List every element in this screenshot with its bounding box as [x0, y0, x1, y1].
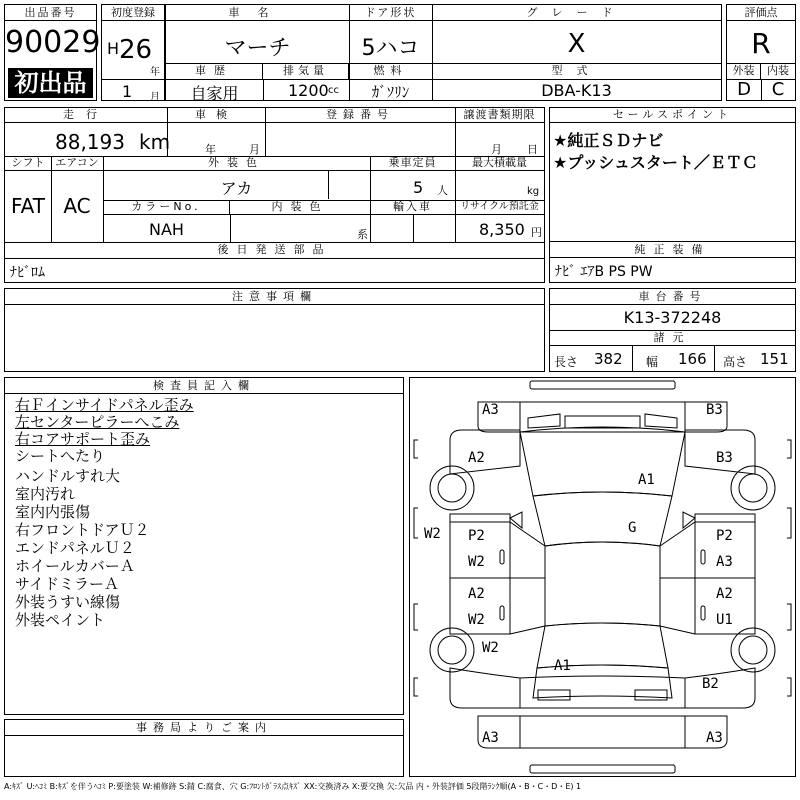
damage-right-front-door-2: A3: [716, 554, 733, 570]
history-value: 自家用: [190, 84, 239, 103]
chassis-box: [549, 288, 796, 372]
first-registration-box: [101, 4, 165, 101]
ac-label: エアコン: [51, 156, 103, 171]
grade-value: X: [567, 29, 586, 59]
mileage-value: 88,193: [55, 130, 125, 154]
damage-left-front-door-2: W2: [468, 554, 485, 570]
inspector-note: 右フロントドアＵ２: [15, 521, 150, 539]
inspector-note: 室内内張傷: [15, 503, 91, 521]
interior-grade: C: [771, 79, 785, 100]
damage-left-front-door: P2: [468, 528, 485, 544]
inspector-notes-label: 検査員記入欄: [5, 378, 403, 394]
exterior-color-label: 外装色: [103, 156, 370, 171]
inspection-label: 車検: [167, 108, 265, 123]
sales-point-1: ★純正ＳＤナビ: [553, 131, 664, 150]
height-label: 高さ: [723, 355, 748, 369]
damage-hood: A1: [638, 472, 655, 488]
registration-year: 26: [119, 35, 153, 65]
later-parts-box: [4, 258, 545, 283]
car-spec-box: [165, 4, 722, 101]
damage-right-rear-door: A2: [716, 586, 733, 602]
damage-rear-right-bumper: A3: [706, 730, 723, 746]
sales-points-label: セールスポイント: [550, 108, 795, 123]
damage-front-left-bumper: A3: [482, 402, 499, 418]
car-diagram: [410, 378, 795, 776]
caution-label: 注意事項欄: [5, 289, 544, 305]
damage-front-right-fender: B3: [716, 450, 733, 466]
length-label: 長さ: [554, 355, 579, 369]
mileage-unit: km: [139, 130, 171, 154]
vehicle-info-box: [4, 107, 545, 259]
score-box: [726, 4, 796, 101]
genuine-equipment-value: ﾅﾋﾞ ｴｱB PS PW: [555, 264, 653, 280]
inspector-note: シートへたり: [15, 447, 106, 465]
inspection-month-unit: 月: [249, 143, 260, 156]
inspector-notes-box: [4, 377, 404, 715]
damage-right-rear-door-2: U1: [716, 612, 733, 628]
displacement-label: 排気量: [263, 63, 349, 79]
mileage-label: 走行: [5, 108, 167, 123]
capacity-unit: 人: [437, 184, 448, 197]
inspector-note: ホイールカバーＡ: [15, 557, 135, 575]
era-letter: H: [107, 39, 120, 58]
damage-diagram-box: [409, 377, 796, 777]
month-unit: 月: [150, 92, 160, 103]
year-unit: 年: [150, 67, 160, 78]
damage-left-rear-door: A2: [468, 586, 485, 602]
import-label: 輸入車: [370, 200, 455, 215]
car-name: マーチ: [224, 36, 291, 61]
later-parts-label: 後日発送部品: [217, 243, 332, 256]
damage-windshield: G: [628, 520, 637, 536]
width-label: 幅: [646, 355, 659, 369]
genuine-equipment-label: 純正装備: [550, 242, 795, 258]
damage-front-right-bumper: B3: [706, 402, 723, 418]
lot-number: 90029: [5, 25, 101, 60]
inspector-note: 左センターピラーへこみ: [15, 413, 180, 431]
damage-rear-left-wheel: W2: [482, 640, 499, 656]
inspector-note: 右Ｆインサイドパネル歪み: [15, 396, 194, 414]
sales-point-2: ★プッシュスタート／ＥＴＣ: [553, 153, 758, 172]
document-month-unit: 月: [491, 143, 502, 156]
width-value: 166: [678, 350, 707, 368]
lot-number-label: 出品番号: [5, 5, 96, 21]
document-deadline-label: 譲渡書類期限: [455, 108, 544, 123]
interior-label: 内装: [767, 64, 789, 77]
lot-number-box: [4, 4, 101, 101]
max-load-unit: kg: [527, 186, 540, 197]
max-load-label: 最大積載量: [455, 156, 544, 171]
office-notice-label: 事務局よりご案内: [5, 720, 403, 736]
inspector-note: 外装ペイント: [15, 611, 106, 629]
damage-left-pillar: W2: [424, 526, 441, 542]
damage-roof: A1: [554, 658, 571, 674]
inspector-note: 室内汚れ: [15, 485, 76, 503]
office-notice-box: [4, 719, 404, 777]
inspection-year-unit: 年: [205, 143, 216, 156]
caution-box: [4, 288, 545, 372]
damage-right-front-door: P2: [716, 528, 733, 544]
recycle-label: リサイクル預託金: [455, 200, 544, 215]
interior-color-unit: 系: [357, 228, 368, 241]
recycle-value: 8,350: [479, 220, 525, 239]
inspector-note: 右コアサポート歪み: [15, 430, 151, 448]
inspector-note: エンドパネルＵ２: [15, 539, 135, 557]
door-type: 5ハコ: [361, 36, 420, 61]
recycle-unit: 円: [531, 226, 542, 239]
length-value: 382: [594, 350, 623, 368]
capacity-label: 乗車定員: [370, 156, 455, 171]
fuel-label: 燃料: [373, 64, 408, 77]
chassis-number: K13-372248: [623, 308, 722, 327]
shift-value: FAT: [10, 194, 45, 218]
model-label: 型式: [551, 64, 602, 77]
dimensions-label: 諸元: [550, 330, 795, 346]
interior-color-label: 内装色: [230, 200, 370, 215]
legend-text: A:ｷｽﾞ U:ﾍｺﾐ B:ｷｽﾞを伴うﾍｺﾐ P:要塗装 W:補修跡 S:錆 C:腐食、穴 G:ﾌﾛﾝﾄｶﾞﾗｽ点ｷｽﾞ XX:交換済み X:要交換 欠:欠品 内・外装評価 5段階ﾗﾝｸ順(A・B・C・D・E) 1: [4, 782, 582, 791]
history-label: 車歴: [166, 63, 263, 79]
registration-number-label: 登録番号: [265, 108, 455, 123]
sales-points-box: [549, 107, 796, 242]
inspector-note: サイドミラーＡ: [15, 575, 119, 593]
chassis-number-label: 車台番号: [550, 289, 795, 305]
score-value: R: [751, 27, 771, 60]
inspector-note: 外装うすい線傷: [15, 593, 121, 611]
document-day-unit: 日: [527, 143, 538, 156]
damage-left-rear-door-2: W2: [468, 612, 485, 628]
height-value: 151: [760, 350, 789, 368]
registration-month: 1: [122, 82, 133, 101]
genuine-equipment-box: [549, 241, 796, 283]
inspector-note: ハンドルすれ大: [15, 467, 121, 485]
car-name-label: 車名: [166, 5, 349, 21]
capacity-value: 5: [413, 178, 424, 197]
damage-rear-left-bumper: A3: [482, 730, 499, 746]
ac-value: AC: [63, 194, 91, 218]
exterior-color-value: アカ: [220, 179, 253, 198]
exterior-label: 外装: [727, 63, 761, 79]
displacement-unit: cc: [328, 85, 339, 96]
later-parts-value: ﾅﾋﾞﾛﾑ: [10, 265, 45, 281]
shift-label: シフト: [5, 156, 51, 171]
damage-front-left-fender: A2: [468, 450, 485, 466]
color-number-label: カラーNo.: [103, 200, 230, 215]
color-number-value: NAH: [149, 220, 184, 239]
door-label: ドア形状: [349, 5, 432, 21]
first-registration-label: 初度登録: [102, 5, 164, 21]
score-label: 評価点: [727, 5, 795, 21]
fuel-value: ｶﾞｿﾘﾝ: [371, 83, 410, 101]
damage-rear-right-fender: B2: [702, 676, 719, 692]
first-listing-badge: 初出品: [8, 68, 93, 98]
model-value: DBA-K13: [541, 81, 612, 100]
grade-label: グレード: [432, 5, 721, 21]
displacement-value: 1200: [288, 81, 329, 100]
exterior-grade: D: [737, 79, 751, 100]
